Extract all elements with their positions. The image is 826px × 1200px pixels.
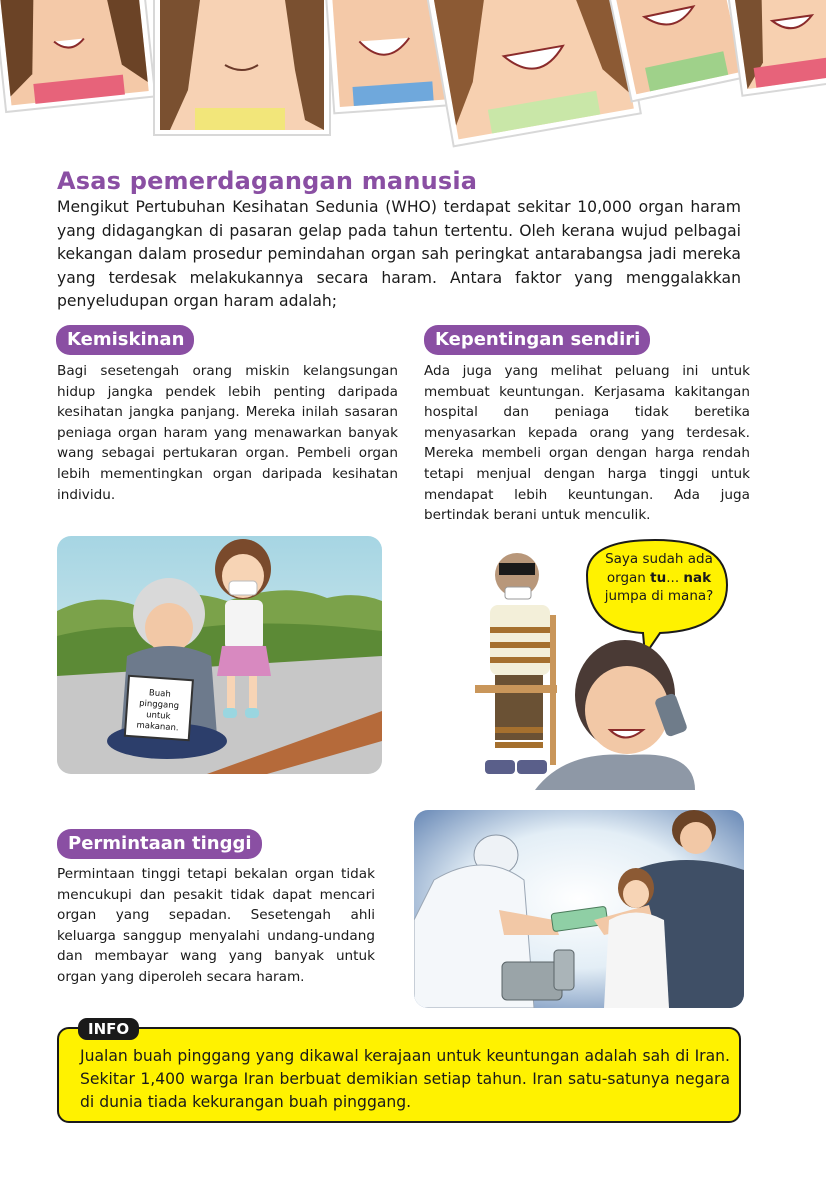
- info-tag: INFO: [78, 1018, 139, 1040]
- high-demand-illustration: [414, 810, 744, 1008]
- captive-figure: [475, 553, 557, 774]
- section-label-kepentingan-sendiri: Kepentingan sendiri: [424, 325, 650, 355]
- poverty-illustration: [57, 536, 382, 774]
- section-text-kemiskinan: Bagi sesetengah orang miskin kelangsungan hidup jangka pendek lebih penting daripada kesihatan jangka panjang. Mereka inilah sasaran peniaga organ haram yang menawarkan banyak wang sebagai pertukaran organ. Pembeli organ lebih mementingkan organ daripada kesihatan individu.: [57, 363, 398, 503]
- man-on-phone-figure: [535, 640, 695, 790]
- section-text-kepentingan-sendiri: Ada juga yang melihat peluang ini untuk membuat keuntungan. Kerjasama kakitangan hospital dan peniaga tidak beretika menyasarkan kepada orang yang terdesak. Mereka membeli organ dengan harga rendah tetapi menjual dengan harga tinggi untuk mendapat lebih keuntungan. Ada juga bertindak berani untuk menculik.: [424, 363, 750, 524]
- section-label-permintaan-tinggi: Permintaan tinggi: [57, 829, 262, 859]
- sign-line-3: untuk: [145, 710, 171, 722]
- speech-bubble-text: Saya sudah ada organ tu... nak jumpa di mana?: [604, 551, 714, 604]
- header-faces-illustration: [0, 0, 826, 150]
- intro-paragraph: Mengikut Pertubuhan Kesihatan Sedunia (WHO) terdapat sekitar 10,000 organ haram yang didagangkan di pasaran gelap pada tahun tertentu. Oleh kerana wujud pelbagai kekangan dalam prosedur pemindahan organ sah peringkat antarabangsa jadi mereka yang terdesak melakukannya secara haram. Antara faktor yang menggalakkan penyeludupan organ haram adalah;: [57, 198, 741, 310]
- sign-line-1: Buah: [148, 688, 172, 700]
- sign-line-4: makanan.: [136, 720, 179, 734]
- info-text: Jualan buah pinggang yang dikawal kerajaan untuk keuntungan adalah sah di Iran. Sekitar 1,400 warga Iran berbuat demikian setiap tahun. Iran satu-satunya negara di dunia tiada kekurangan buah pinggang.: [80, 1047, 730, 1111]
- section-text-permintaan-tinggi: Permintaan tinggi tetapi bekalan organ tidak mencukupi dan pesakit tidak dapat mencari organ yang sepadan. Sesetengah ahli keluarga sanggup menyalahi undang-undang dan membayar wang yang banyak untuk organ yang diperoleh secara haram.: [57, 866, 375, 985]
- page-title: Asas pemerdagangan manusia: [57, 167, 478, 195]
- section-label-kemiskinan: Kemiskinan: [56, 325, 194, 355]
- sign-line-2: pinggang: [138, 698, 180, 712]
